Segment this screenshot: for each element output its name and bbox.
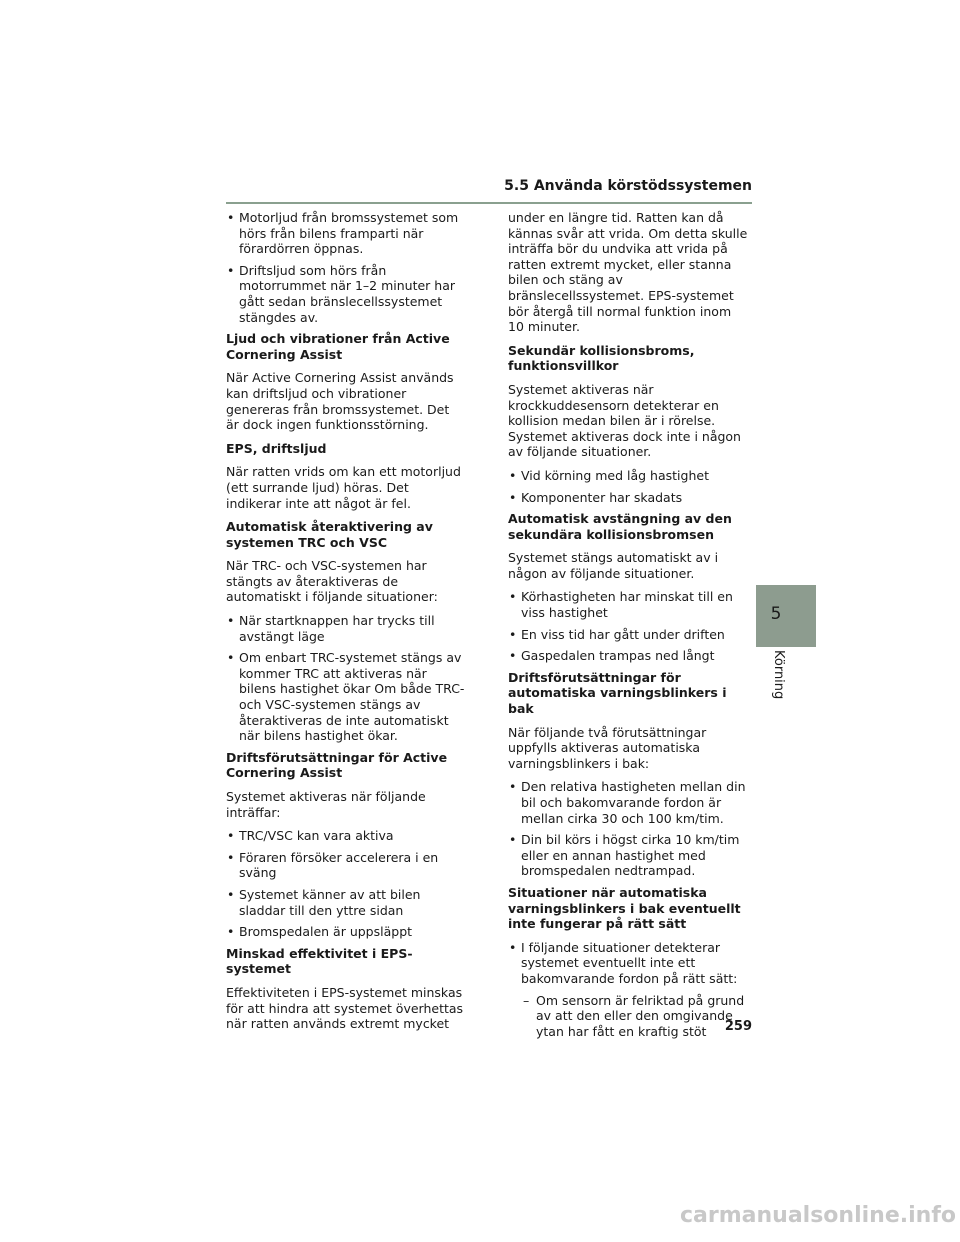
bullet-item: • En viss tid har gått under driften: [508, 627, 748, 643]
bullet-item: • TRC/VSC kan vara aktiva: [226, 828, 466, 844]
body-paragraph: Effektiviteten i EPS-systemet minskas för att hindra att systemet överhettas när ratten används extremt mycket: [226, 984, 464, 1032]
bullet-item: • Bromspedalen är uppsläppt: [226, 924, 466, 940]
bullet-item: • I följande situationer detekterar systemet eventuellt inte ett bakomvarande fordon på rätt sätt:: [508, 940, 748, 987]
section-heading: Sekundär kollisionsbroms, funktionsvillkor: [508, 342, 695, 374]
header-divider: [226, 202, 752, 204]
bullet-item: • Systemet känner av att bilen sladdar till den yttre sidan: [226, 887, 466, 918]
section-heading: Ljud och vibrationer från Active Cornering Assist: [226, 331, 450, 362]
bullet-item: • Gaspedalen trampas ned långt: [508, 648, 748, 664]
bullet-item: • Din bil körs i högst cirka 10 km/tim eller en annan hastighet med bromspedalen nedtrampad.: [508, 832, 748, 879]
section-heading: Automatisk återaktivering av systemen TRC och VSC: [226, 519, 433, 550]
bullet-item: • Körhastigheten har minskat till en viss hastighet: [508, 589, 748, 620]
section-heading: Automatisk avstängning av den sekundära kollisionsbromsen: [508, 511, 732, 542]
dash-item: – Om sensorn är felriktad på grund av att den eller den omgivande ytan har fått en kraftig stöt: [508, 993, 748, 1040]
bullet-item: • Om enbart TRC-systemet stängs av kommer TRC att aktiveras när bilens hastighet ökar Om både TRC- och VSC-systemen stängs av återaktiveras de inte automatiskt när bilens hastighet ökar.: [226, 650, 466, 744]
body-paragraph: När följande två förutsättningar uppfylls aktiveras automatiska varningsblinkers i bak:: [508, 724, 707, 771]
bullet-item: • Föraren försöker accelerera i en sväng: [226, 850, 466, 881]
bullet-item: • Den relativa hastigheten mellan din bil och bakomvarande fordon är mellan cirka 30 och 100 km/tim.: [508, 779, 748, 826]
chapter-number: 5: [770, 604, 782, 624]
section-header: 5.5 Använda körstödssystemen: [504, 178, 752, 194]
body-paragraph: under en längre tid. Ratten kan då kännas svår att vrida. Om detta skulle inträffa bör du undvika att vrida på ratten extremt mycket, eller stanna bilen och stäng av bränslecellssystemet. EPS-systemet bör återgå till normal funktion inom 10 minuter.: [508, 210, 748, 335]
chapter-label: Körning: [771, 650, 786, 700]
bullet-item: • Motorljud från bromssystemet som hörs från bilens framparti när förardörren öppnas.: [226, 210, 466, 257]
bullet-item: • Vid körning med låg hastighet: [508, 468, 748, 484]
body-paragraph: Systemet aktiveras när följande inträffar:: [226, 789, 426, 820]
body-paragraph: Systemet stängs automatiskt av i någon av följande situationer.: [508, 550, 719, 581]
section-heading: EPS, driftsljud: [226, 440, 327, 456]
bullet-item: • Driftsljud som hörs från motorrummet när 1–2 minuter har gått sedan bränslecellssystemet stängdes av.: [226, 263, 466, 325]
bullet-item: • När startknappen har trycks till avstängt läge: [226, 613, 466, 644]
body-paragraph: När Active Cornering Assist används kan driftsljud och vibrationer genereras från bromssystemet. Det är dock ingen funktionsstörning.: [226, 370, 454, 433]
section-heading: Driftsförutsättningar för automatiska varningsblinkers i bak: [508, 669, 727, 717]
left-column: [226, 210, 466, 1040]
section-heading: Minskad effektivitet i EPS-systemet: [226, 945, 413, 977]
right-column: [508, 210, 748, 1045]
watermark: carmanualsonline.info: [680, 1203, 956, 1228]
body-paragraph: När ratten vrids om kan ett motorljud (ett surrande ljud) höras. Det indikerar inte att något är fel.: [226, 464, 461, 511]
section-heading: Situationer när automatiska varningsblinkers i bak eventuellt inte fungerar på rätt sätt: [508, 884, 741, 932]
body-paragraph: När TRC- och VSC-systemen har stängts av återaktiveras de automatiskt i följande situationer:: [226, 558, 438, 605]
bullet-item: • Komponenter har skadats: [508, 490, 748, 506]
body-paragraph: Systemet aktiveras när krockkuddesensorn detekterar en kollision medan bilen är i rörelse. Systemet aktiveras dock inte i någon av följande situationer.: [508, 381, 741, 460]
section-heading: Driftsförutsättningar för Active Cornering Assist: [226, 749, 448, 781]
page-number: 259: [724, 1019, 752, 1034]
